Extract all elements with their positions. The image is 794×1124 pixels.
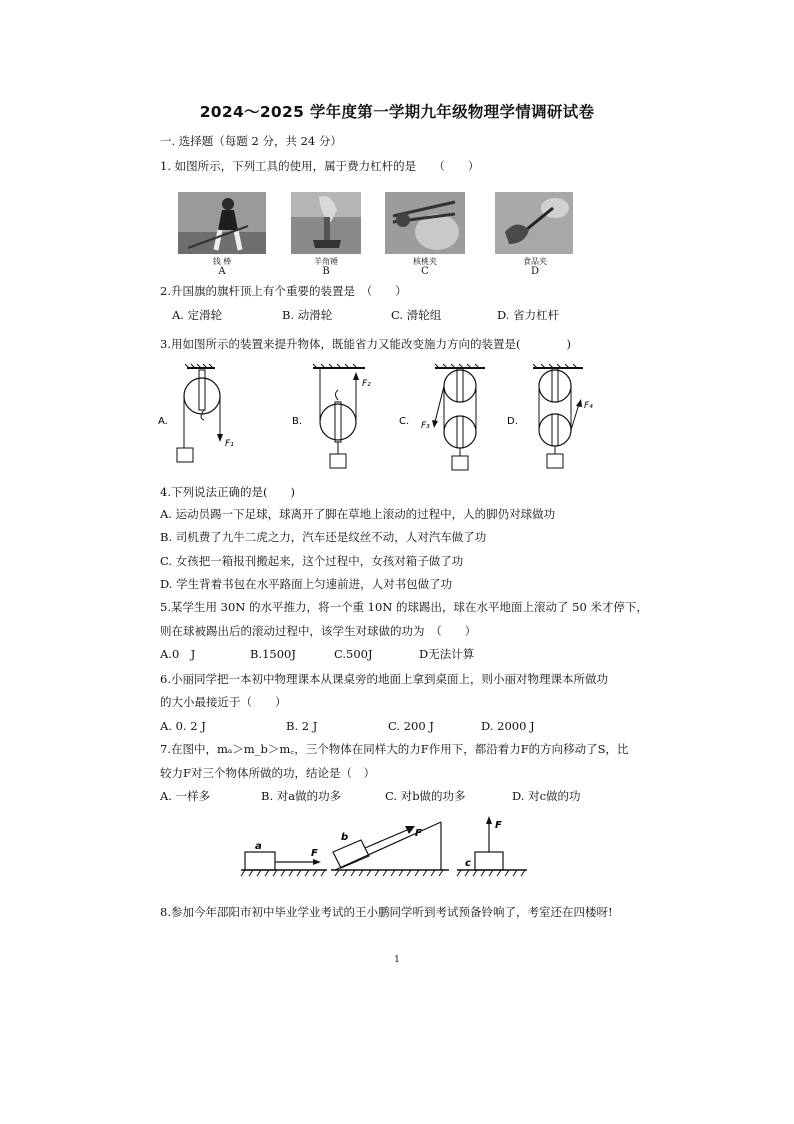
question-7-stem-line1: 7.在图中，mₐ＞m_b＞m꜀，三个物体在同样大的力F作用下，都沿着力F的方向移动了S，比: [160, 742, 629, 756]
photo-letter-a: A: [218, 266, 226, 277]
force-label-f2: F₂: [362, 379, 371, 389]
photo-caption-c: 核桃夹: [413, 257, 437, 266]
section-heading: 一. 选择题（每题 2 分，共 24 分）: [160, 134, 342, 148]
claw-hammer-photo: [291, 192, 361, 254]
force-c-label: F: [495, 820, 502, 831]
pulley-diagram-d: [533, 364, 583, 468]
q5-option-c: C.500J: [334, 647, 373, 661]
pulley-diagrams: [155, 362, 605, 474]
q5-option-d: D无法计算: [419, 647, 475, 661]
pulley-label-c: C.: [399, 416, 410, 427]
man-with-rod-photo: [178, 192, 266, 254]
force-a-label: F: [311, 848, 318, 859]
block-c-label: c: [465, 858, 471, 869]
question-8-stem: 8.参加今年邵阳市初中毕业学业考试的王小鹏同学听到考试预备铃响了，考室还在四楼呀!: [160, 905, 613, 919]
nutcracker-photo: [385, 192, 465, 254]
question-6-stem-line2: 的大小最接近于（ ）: [160, 695, 287, 709]
photo-caption-a: 钱 棒: [212, 257, 232, 266]
photo-caption-b: 羊角锤: [314, 257, 338, 266]
q4-option-d: D. 学生背着书包在水平路面上匀速前进，人对书包做了功: [160, 577, 453, 591]
force-label-f4: F₄: [584, 401, 593, 411]
q2-option-a: A. 定滑轮: [172, 308, 223, 322]
block-b-diagram: [331, 822, 449, 876]
force-label-f1: F₁: [225, 439, 234, 449]
block-b-label: b: [341, 832, 349, 843]
q4-option-c: C. 女孩把一箱报刊搬起来，这个过程中，女孩对箱子做了功: [160, 554, 464, 568]
pulley-label-d: D.: [507, 416, 518, 427]
page-title: 2024～2025 学年度第一学期九年级物理学情调研试卷: [199, 103, 595, 121]
q5-option-a: A.0 J: [160, 647, 196, 661]
q6-option-b: B. 2 J: [286, 719, 318, 733]
question-1-stem: 1. 如图所示，下列工具的使用，属于费力杠杆的是 （ ）: [160, 159, 480, 173]
question-5-stem-line1: 5.某学生用 30N 的水平推力，将一个重 10N 的球踢出，球在水平地面上滚动了 50 米才停下，: [160, 600, 648, 614]
question-7-stem-line2: 较力F对三个物体所做的功，结论是（ ）: [160, 766, 375, 780]
question-2-stem: 2.升国旗的旗杆顶上有个重要的装置是 （ ）: [160, 284, 407, 298]
force-label-f3: F₃: [421, 421, 430, 431]
force-b-label: F: [415, 828, 422, 839]
page-number: 1: [394, 955, 400, 965]
question-5-stem-line2: 则在球被踢出后的滚动过程中，该学生对球做的功为 （ ）: [160, 624, 477, 638]
pulley-diagram-a: [177, 364, 223, 462]
q2-option-c: C. 滑轮组: [391, 308, 442, 322]
q6-option-a: A. 0. 2 J: [160, 719, 206, 733]
photo-letter-b: B: [322, 266, 330, 277]
q4-option-a: A. 运动员踢一下足球，球离开了脚在草地上滚动的过程中，人的脚仍对球做功: [160, 507, 556, 521]
q7-option-c: C. 对b做的功多: [385, 789, 466, 803]
pulley-label-b: B.: [292, 416, 303, 427]
photo-letter-c: C: [421, 266, 429, 277]
question-6-stem-line1: 6.小丽同学把一本初中物理课本从课桌旁的地面上拿到桌面上，则小丽对物理课本所做功: [160, 672, 608, 686]
pulley-label-a: A.: [158, 416, 168, 427]
force-work-diagram: [235, 812, 535, 884]
photo-letter-d: D: [530, 266, 540, 277]
q6-option-d: D. 2000 J: [481, 719, 535, 733]
q7-option-b: B. 对a做的功多: [261, 789, 342, 803]
q6-option-c: C. 200 J: [388, 719, 434, 733]
photo-caption-d: 食品夹: [523, 257, 547, 266]
pulley-diagram-c: [432, 364, 485, 470]
q7-option-d: D. 对c做的功: [512, 789, 581, 803]
q7-option-a: A. 一样多: [160, 789, 211, 803]
question-4-stem: 4.下列说法正确的是( ): [160, 485, 295, 499]
q4-option-b: B. 司机费了九牛二虎之力，汽车还是纹丝不动，人对汽车做了功: [160, 530, 487, 544]
q2-option-b: B. 动滑轮: [282, 308, 333, 322]
q5-option-b: B.1500J: [250, 647, 296, 661]
food-tongs-photo: [495, 192, 573, 254]
pulley-diagram-b: [313, 364, 365, 468]
block-a-label: a: [255, 841, 262, 852]
q2-option-d: D. 省力杠杆: [497, 308, 560, 322]
question-3-stem: 3.用如图所示的装置来提升物体，既能省力又能改变施力方向的装置是( ): [160, 337, 571, 351]
